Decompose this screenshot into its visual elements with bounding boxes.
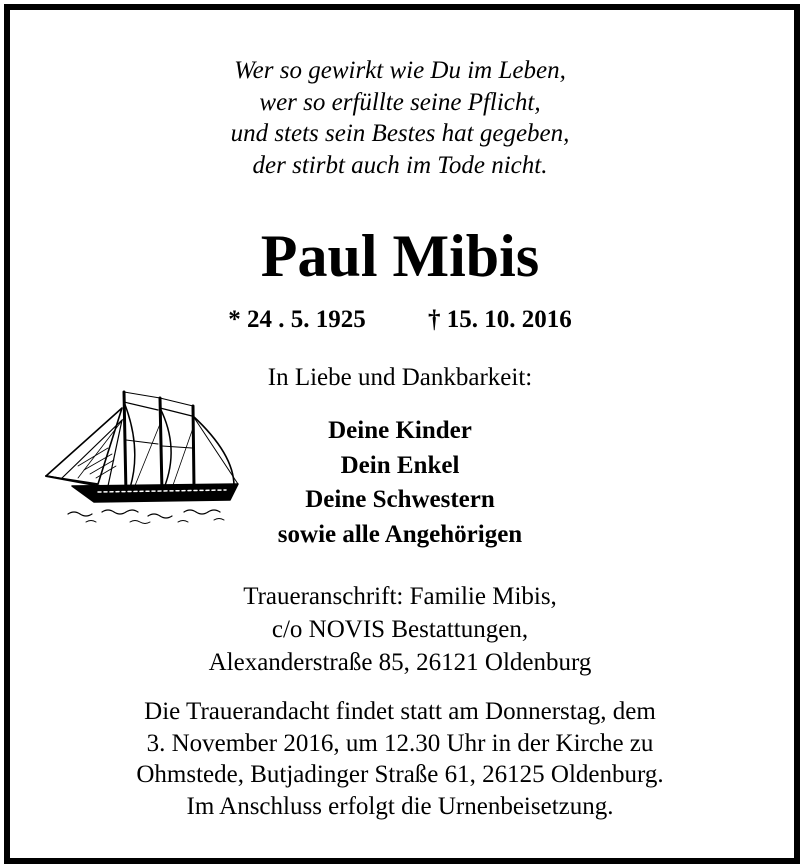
verse-line-2: wer so erfüllte seine Pflicht, [259,88,541,116]
gratitude-intro: In Liebe und Dankbarkeit: [267,364,533,391]
mourner-relatives: sowie alle Angehörigen [277,520,523,548]
verse-line-4: der stirbt auch im Tode nicht. [252,151,548,179]
mourning-address [0,580,800,679]
mourner-grandchild: Dein Enkel [340,451,460,479]
mourners-list [0,414,800,552]
verse-line-1: Wer so gewirkt wie Du im Leben, [234,57,566,84]
service-line-4: Im Anschluss erfolgt die Urnenbeisetzung. [186,792,614,820]
service-line-3: Ohmstede, Butjadinger Straße 61, 26125 Oldenburg. [136,761,664,788]
mourner-sisters: Deine Schwestern [305,486,495,513]
birth-date: * 24 . 5. 1925 [228,306,366,333]
service-line-2: 3. November 2016, um 12.30 Uhr in der Kirche zu [146,729,654,757]
address-line-3: Alexanderstraße 85, 26121 Oldenburg [208,649,592,676]
address-line-2: c/o NOVIS Bestattungen, [271,616,529,643]
address-line-1: Traueranschrift: Familie Mibis, [243,583,557,610]
service-info [0,696,800,822]
memorial-verse [0,55,800,181]
deceased-name: Paul Mibis [260,223,540,289]
death-date: † 15. 10. 2016 [428,306,572,333]
mourner-children: Deine Kinder [328,417,472,444]
verse-line-3: und stets sein Bestes hat gegeben, [230,120,570,147]
service-line-1: Die Trauerandacht findet statt am Donnerstag, dem [144,698,656,725]
life-dates [0,303,800,337]
